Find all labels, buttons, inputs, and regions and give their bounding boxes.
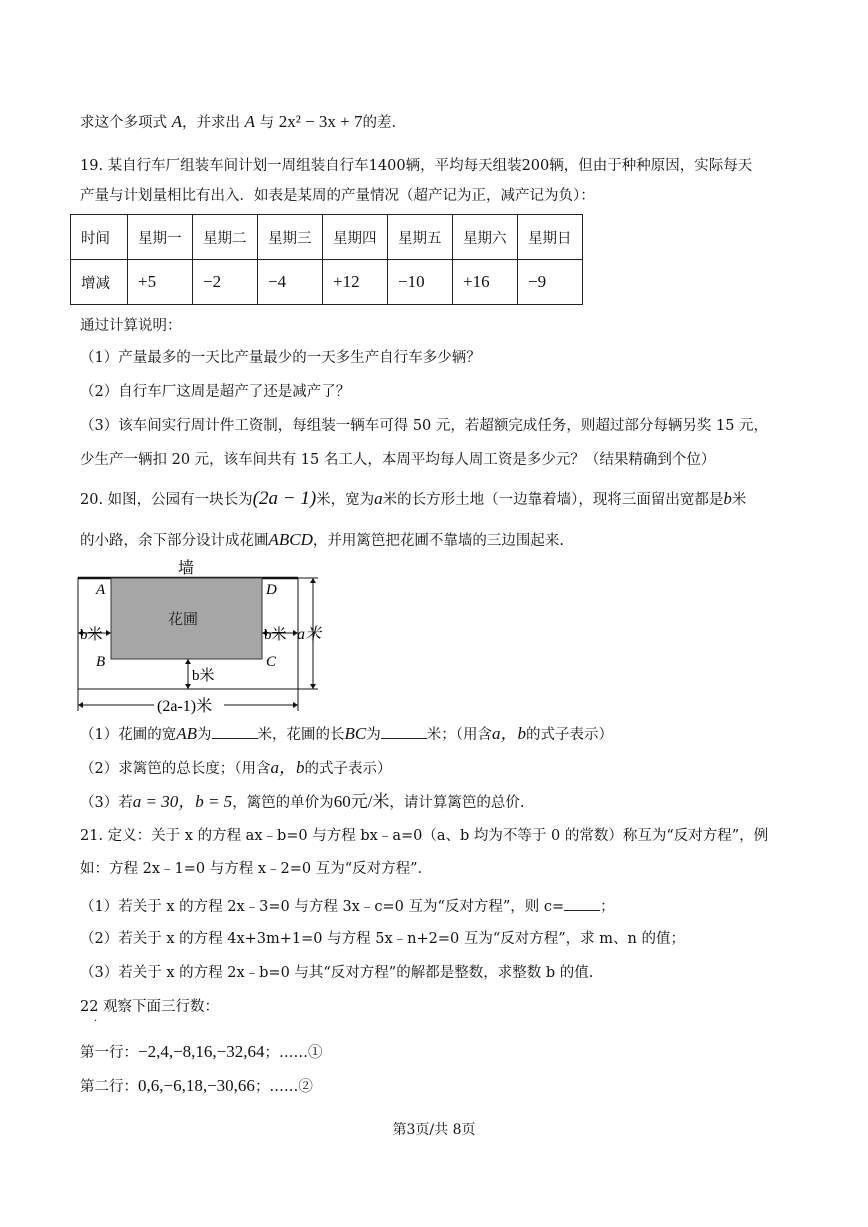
stray-dot: · [94,1016,98,1027]
polynomial-expression: 2x² − 3x + 7 [278,112,363,131]
table-cell: 星期日 [518,215,583,260]
text: ，并求出 [182,115,240,131]
text: ；……② [254,1079,313,1095]
var-b: b [723,489,732,508]
text: ，篱笆的单价为 [232,795,334,811]
q19-part1: （1）产量最多的一天比产量最少的一天多生产自行车多少辆？ [80,350,481,366]
page-footer: 第3页/共 8页 [392,1122,476,1138]
production-table [70,214,583,305]
point-A: A [96,582,106,598]
row-label: 第二行： [80,1079,138,1095]
table-header-row [71,215,583,260]
text: 的小路，余下部分设计成花圃 [80,533,269,549]
text: （3）若 [80,795,133,811]
text: ，请计算篱笆的总价. [389,795,525,811]
table-cell: −10 [388,260,453,305]
text: 20. 如图，公园有一块长为 [80,492,253,508]
answer-blank[interactable] [564,896,600,911]
q19-line2: 产量与计划量相比有出入．如表是某周的产量情况（超产记为正，减产记为负）： [80,188,595,204]
q19-line1: 19. 某自行车厂组装车间计划一周组装自行车1400辆，平均每天组装200辆，但由于种种原因，实际每天 [80,158,753,174]
text: （1）花圃的宽 [80,727,177,743]
row-values: −2,4,−8,16,−32,64 [138,1042,265,1061]
text: 求这个多项式 [80,115,167,131]
text: （2）求篱笆的总长度；（用含 [80,761,271,777]
table-cell: 星期四 [323,215,388,260]
row-values: 0,6,−6,18,−30,66 [138,1076,255,1095]
b-bottom-label: b米 [192,668,215,684]
wall-label: 墙 [178,560,195,577]
q22-row1 [80,1042,323,1063]
text: 米的长方形土地（一边靠着墙），现将三面留出宽都是 [382,492,724,508]
table-row [71,260,583,305]
b-left-label: b米 [80,627,103,643]
var-A: A [244,112,255,131]
table-cell: 时间 [71,215,128,260]
text: 的差. [362,115,397,131]
table-cell: +16 [453,260,518,305]
var-ABCD: ABCD [268,530,313,549]
text: 米；（用含 [426,727,492,743]
text: ； [600,899,615,915]
q20-part3 [80,792,525,813]
q18-tail-line [80,112,396,133]
table-cell: −2 [193,260,258,305]
text: 与 [259,115,275,131]
var-a: a [374,489,383,508]
vars-a-b: a，b [270,758,305,777]
q21-line1: 21. 定义：关于 x 的方程 ax﹣b=0 与方程 bx﹣a=0（a、b 均为不等于 0 的常数）称互为“反对方程”，例 [80,828,769,844]
q21-line2: 如：方程 2x﹣1=0 与方程 x﹣2=0 互为“反对方程”． [80,861,433,877]
text: 米，宽为 [316,492,375,508]
q20-line1 [80,489,746,510]
garden-figure [68,556,338,716]
garden-label: 花圃 [168,612,199,628]
q20-part2 [80,758,391,779]
text: 的式子表示） [304,761,392,777]
row-label: 第一行： [80,1045,138,1061]
segment-AB: AB [176,724,198,743]
table-cell: −4 [258,260,323,305]
table-cell: 星期一 [128,215,193,260]
point-B: B [96,654,106,670]
q19-part2: （2）自行车厂这周是超产了还是减产了？ [80,384,351,400]
table-cell: −9 [518,260,583,305]
point-C: C [266,654,277,670]
q22-row2 [80,1076,313,1097]
text: 为 [197,727,212,743]
q20-line2 [80,530,564,551]
b-right-label: b米 [264,627,287,643]
text: ；……① [264,1045,323,1061]
q19-intro: 通过计算说明： [80,318,182,334]
q21-part1 [80,896,615,917]
q21-part3: （3）若关于 x 的方程 2x﹣b=0 与其“反对方程”的解都是整数，求整数 b 的值. [80,965,594,981]
table-cell: 星期六 [453,215,518,260]
table-cell: 星期三 [258,215,323,260]
length-label: (2a-1)米 [157,698,213,715]
given-values: a = 30，b = 5 [132,792,233,811]
a-side-label: a米 [297,626,322,643]
table-cell: +5 [128,260,193,305]
text: 的式子表示） [526,727,613,743]
table-cell: 增减 [71,260,128,305]
table-cell: 星期二 [193,215,258,260]
q20-part1 [80,724,613,745]
segment-BC: BC [344,724,367,743]
length-expression: (2a − 1) [252,488,317,509]
q22-line1: 22 观察下面三行数： [80,999,220,1015]
table-cell: +12 [323,260,388,305]
table-cell: 星期五 [388,215,453,260]
text: 为 [366,727,381,743]
text: 米，花圃的长 [257,727,345,743]
text: ，并用篱笆把花圃不靠墙的三边围起来. [312,533,564,549]
q21-part2: （2）若关于 x 的方程 4x+3m+1=0 与方程 5x﹣n+2=0 互为“反对方程”，求 m、n 的值； [80,931,685,947]
answer-blank[interactable] [212,724,258,739]
var-A: A [171,112,182,131]
vars-a-b: a，b [492,724,526,743]
q19-part3a: （3）该车间实行周计件工资制，每组装一辆车可得 50 元，若超额完成任务，则超过部分每辆另奖 15 元， [80,418,769,434]
text: （1）若关于 x 的方程 2x﹣3=0 与方程 3x﹣c=0 互为“反对方程”，则 c= [80,899,565,915]
text: 米 [731,492,747,508]
unit-price: 60元/米 [333,792,390,811]
answer-blank[interactable] [381,724,427,739]
q19-part3b: 少生产一辆扣 20 元，该车间共有 15 名工人，本周平均每人周工资是多少元？（结果精确到个位） [80,452,716,468]
point-D: D [266,582,277,598]
